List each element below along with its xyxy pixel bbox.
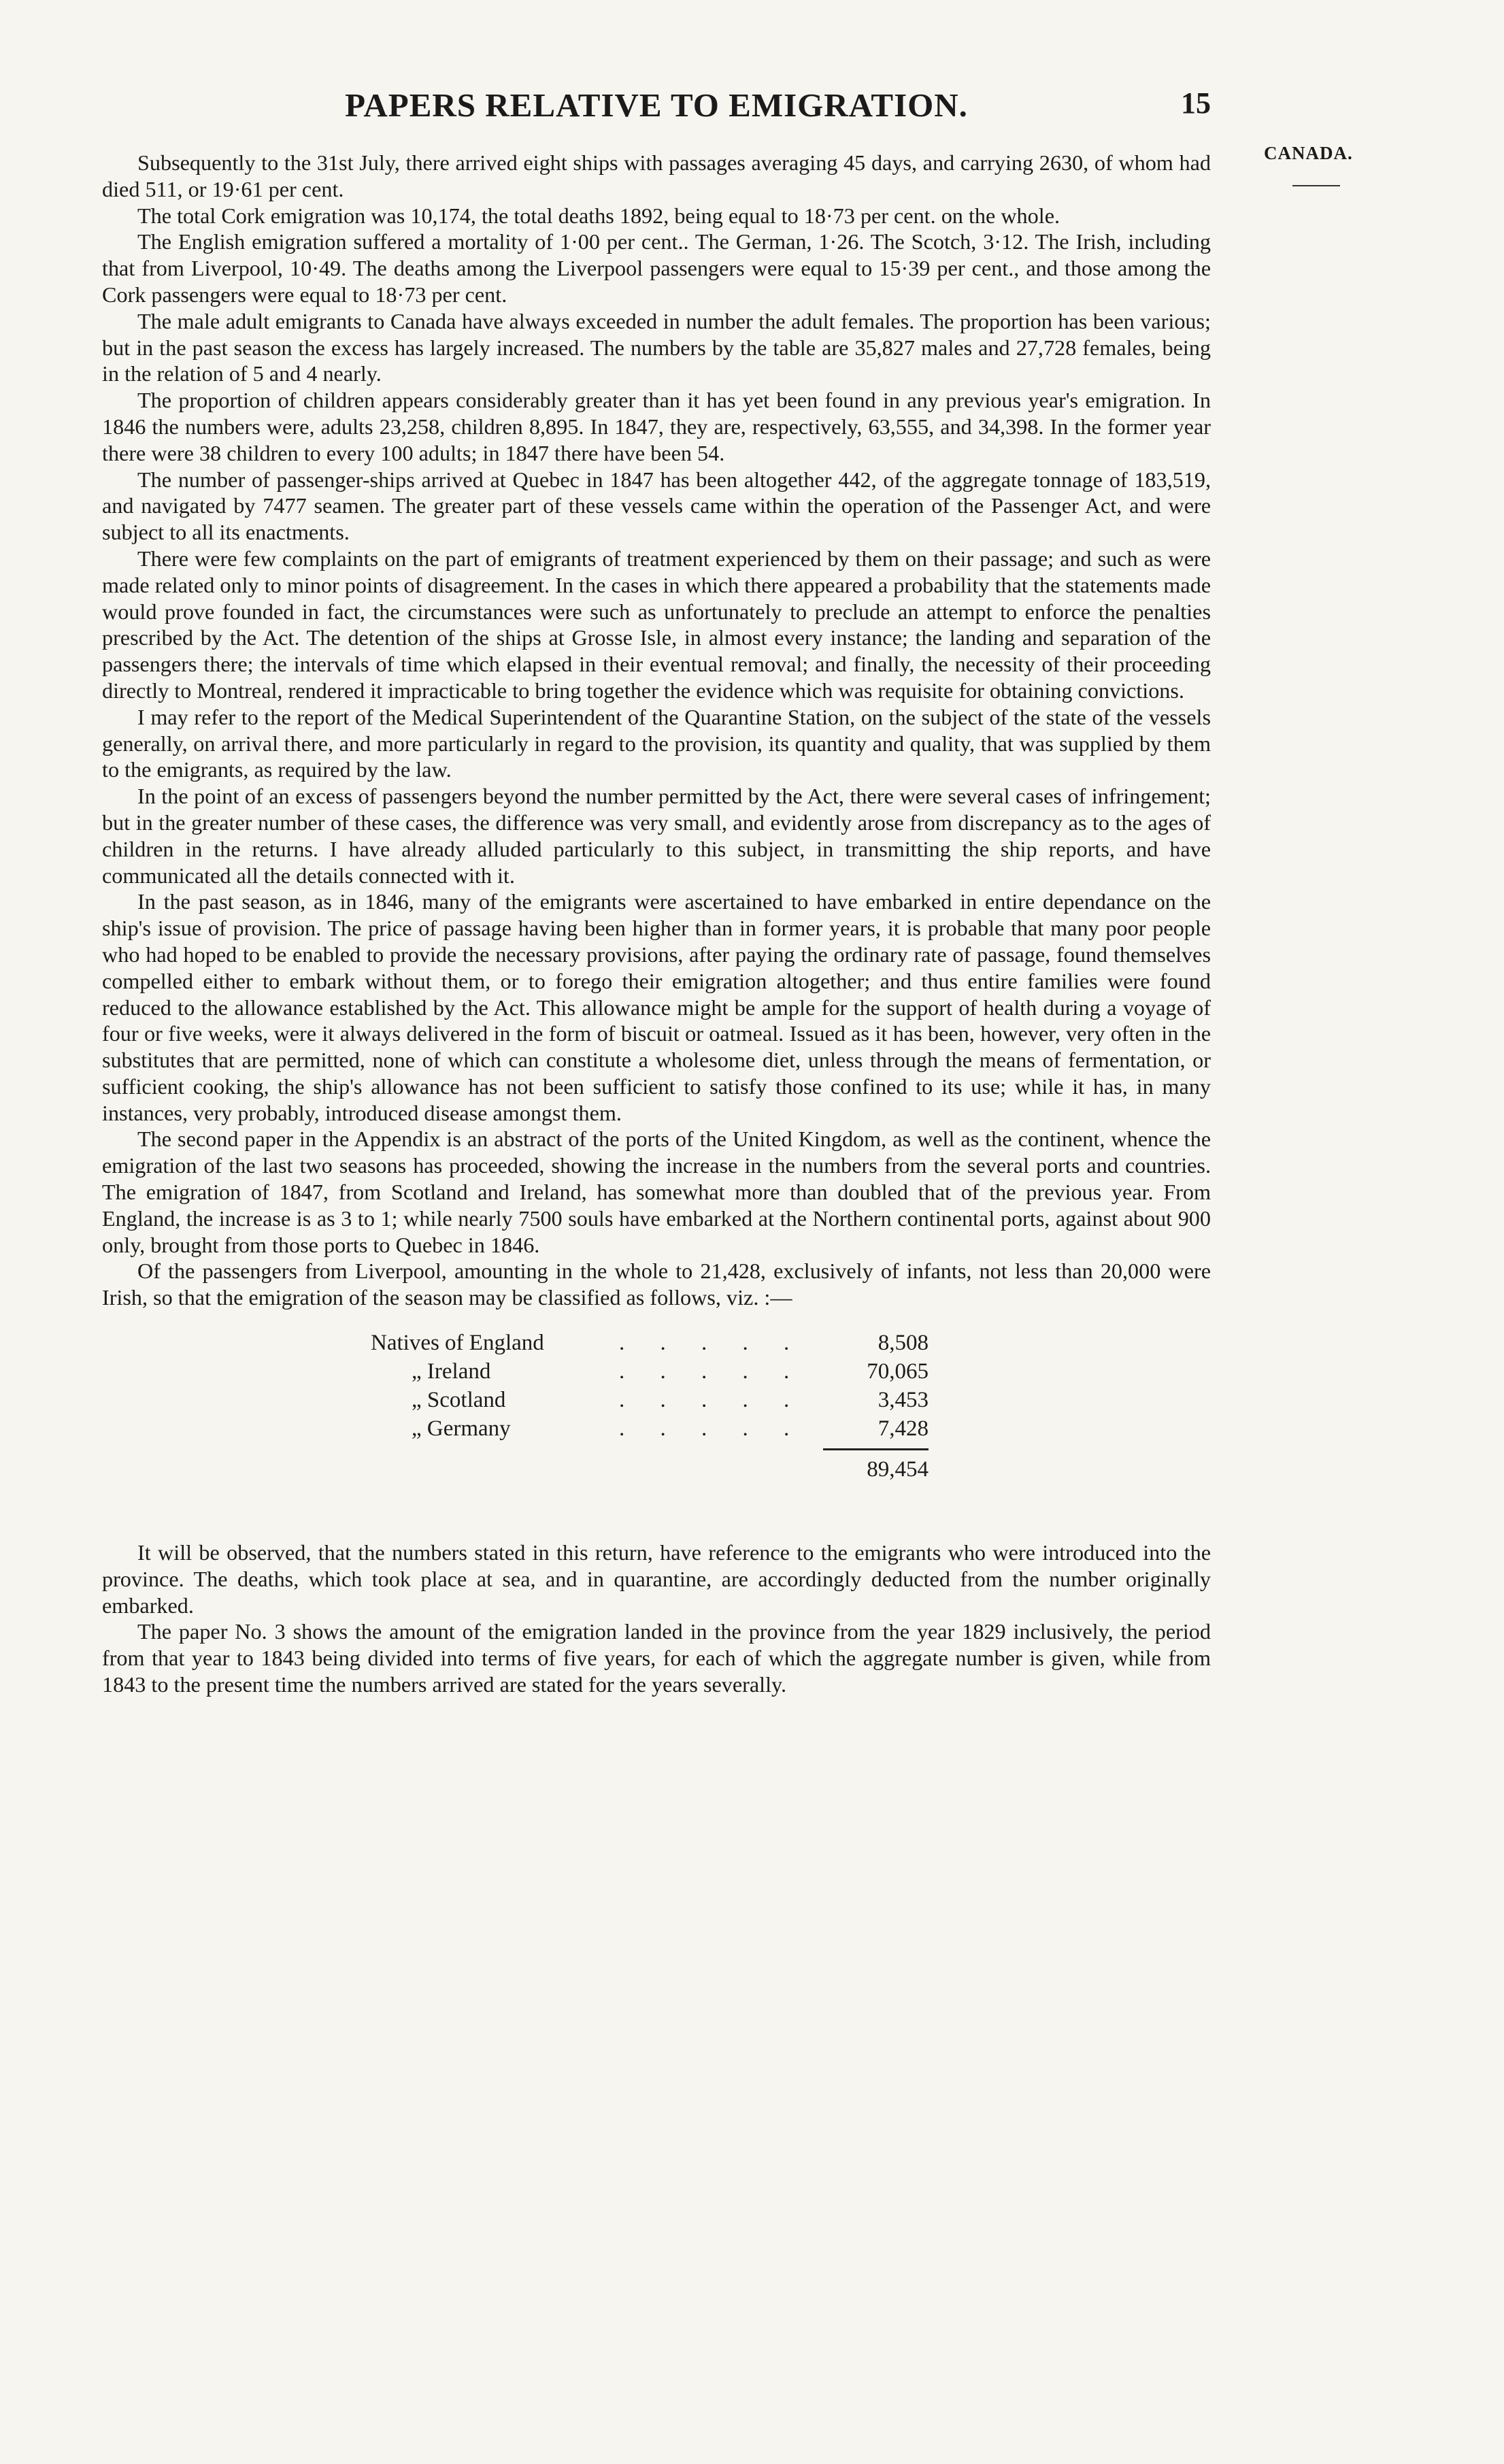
paragraph: Of the passengers from Liverpool, amounting in the whole to 21,428, exclusively of infants, not less than 20,000 were Irish, so that the emigration of the season may be classified as follows, viz. :— [102, 1259, 1211, 1310]
row-value: 3,453 [878, 1388, 929, 1413]
table-row [102, 1357, 1211, 1386]
row-label: „ Germany [412, 1416, 511, 1442]
paragraph: The proportion of children appears considerably greater than it has yet been found in any previous year's emigration. In 1846 the numbers were, adults 23,258, children 8,895. In 1847, they are, respectively, 63,555, and 34,398. In the former year there were 38 children to every 100 adults; in 1847 there have been 54. [102, 388, 1211, 465]
paragraph: In the past season, as in 1846, many of the emigrants were ascertained to have embarked in entire dependance on the ship's issue of provision. The price of passage having been higher than in former years, it is probable that many poor people who had hoped to be enabled to provide the necessary provisions, after paying the ordinary rate of passage, found themselves compelled either to embark without them, or to forego their emigration altogether; and thus entire families were found reduced to the allowance established by the Act. This allowance might be ample for the support of health during a voyage of four or five weeks, were it always delivered in the form of biscuit or oatmeal. Issued as it has been, however, very often in the substitutes that are permitted, none of which can constitute a wholesome diet, unless through the means of fermentation, or sufficient cooking, the ship's allowance has not been sufficient to satisfy those confined to its use; while it has, in many instances, very probably, introduced disease amongst them. [102, 889, 1211, 1125]
margin-rule [1292, 185, 1340, 186]
leader-dots: . . . . . [619, 1359, 805, 1384]
running-title: PAPERS RELATIVE TO EMIGRATION. [345, 86, 968, 124]
table-row [102, 1414, 1211, 1443]
paragraph: The paper No. 3 shows the amount of the emigration landed in the province from the year 1829 inclusively, the period from that year to 1843 being divided into terms of five years, for each of which the aggregate number is given, while from 1843 to the present time the numbers arrived are stated for the years severally. [102, 1619, 1211, 1697]
paragraph: The total Cork emigration was 10,174, the total deaths 1892, being equal to 18·73 per cent. on the whole. [137, 203, 1060, 228]
paragraph: I may refer to the report of the Medical Superintendent of the Quarantine Station, on the subject of the state of the vessels generally, on arrival there, and more particularly in regard to the provision, its quantity and quality, that was supplied by them to the emigrants, as required by the law. [102, 704, 1211, 782]
table-row [102, 1386, 1211, 1414]
table-row [102, 1329, 1211, 1357]
paragraph: Subsequently to the 31st July, there arrived eight ships with passages averaging 45 days, and carrying 2630, of whom had died 511, or 19·61 per cent. [102, 150, 1211, 201]
row-value: 7,428 [878, 1416, 929, 1442]
leader-dots: . . . . . [619, 1416, 805, 1442]
leader-dots: . . . . . [619, 1331, 805, 1356]
row-label: Natives of England [371, 1331, 544, 1356]
paragraph: The second paper in the Appendix is an abstract of the ports of the United Kingdom, as well as the continent, whence the emigration of the last two seasons has proceeded, showing the increase in the numbers from the several ports and countries. The emigration of 1847, from Scotland and Ireland, has somewhat more than doubled that of the previous year. From England, the increase is as 3 to 1; while nearly 7500 souls have embarked at the Northern continental ports, against about 900 only, brought from those ports to Quebec in 1846. [102, 1127, 1211, 1257]
document-page [102, 80, 1211, 1698]
body-text [102, 150, 1211, 1698]
emigrant-nationality-table [102, 1319, 1211, 1496]
paragraph: The male adult emigrants to Canada have always exceeded in number the adult females. The proportion has been various; but in the past season the excess has largely increased. The numbers by the table are 35,827 males and 27,728 females, being in the relation of 5 and 4 nearly. [102, 308, 1211, 386]
paragraph: It will be observed, that the numbers stated in this return, have reference to the emigrants who were introduced into the province. The deaths, which took place at sea, and in quarantine, are accordingly deducted from the number originally embarked. [102, 1540, 1211, 1618]
page-number: 15 [1181, 86, 1211, 120]
paragraph: In the point of an excess of passengers beyond the number permitted by the Act, there were several cases of infringement; but in the greater number of these cases, the difference was very small, and evidently arose from discrepancy as to the ages of children in the returns. I have already alluded particularly to this subject, in transmitting the ship reports, and have communicated all the details connected with it. [102, 784, 1211, 888]
page-header [102, 80, 1211, 135]
closing-section [102, 1539, 1211, 1698]
row-label: „ Scotland [412, 1388, 506, 1413]
row-value: 70,065 [867, 1359, 929, 1384]
margin-note: CANADA. [1264, 143, 1353, 163]
table-total: 89,454 [867, 1457, 929, 1482]
row-value: 8,508 [878, 1331, 929, 1356]
total-rule [823, 1448, 929, 1450]
paragraph: The English emigration suffered a mortality of 1·00 per cent.. The German, 1·26. The Scotch, 3·12. The Irish, including that from Liverpool, 10·49. The deaths among the Liverpool passengers were equal to 15·39 per cent., and those among the Cork passengers were equal to 18·73 per cent. [102, 229, 1211, 307]
paragraph: There were few complaints on the part of emigrants of treatment experienced by them on their passage; and such as were made related only to minor points of disagreement. In the cases in which there appeared a probability that the statements made would prove founded in fact, the circumstances were such as unfortunately to preclude an attempt to enforce the penalties prescribed by the Act. The detention of the ships at Grosse Isle, in almost every instance; the landing and separation of the passengers there; the intervals of time which elapsed in their eventual removal; and finally, the necessity of their proceeding directly to Montreal, rendered it impracticable to bring together the evidence which was requisite for obtaining convictions. [102, 546, 1211, 703]
row-label: „ Ireland [412, 1359, 491, 1384]
leader-dots: . . . . . [619, 1388, 805, 1413]
paragraph: The number of passenger-ships arrived at Quebec in 1847 has been altogether 442, of the aggregate tonnage of 183,519, and navigated by 7477 seamen. The greater part of these vessels came within the operation of the Passenger Act, and were subject to all its enactments. [102, 467, 1211, 545]
